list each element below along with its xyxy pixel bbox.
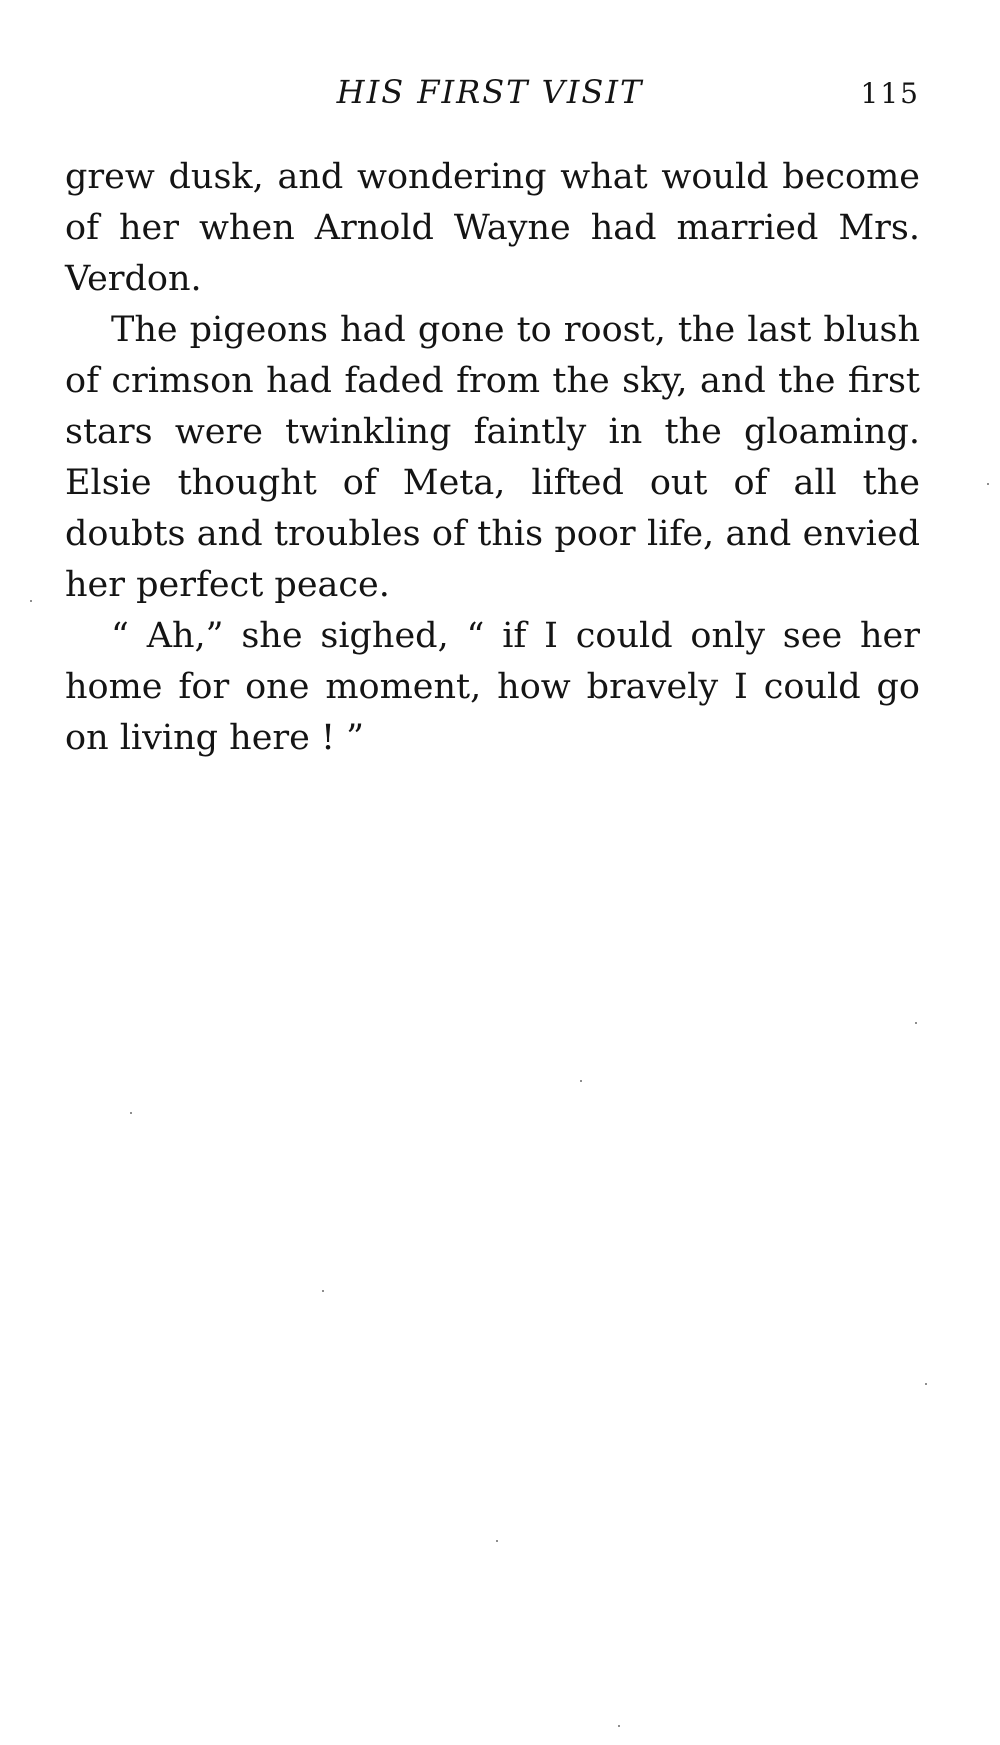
text-line: on living here ! ”	[65, 718, 365, 758]
scan-speck	[915, 1022, 917, 1024]
scan-speck	[496, 1540, 498, 1542]
paragraph-1	[65, 152, 920, 305]
text-line: doubts and troubles of this poor life, and envied	[65, 514, 920, 554]
scan-speck	[925, 1383, 927, 1385]
text-line: home for one moment, how bravely I could go	[65, 667, 920, 707]
scan-speck	[322, 1290, 324, 1292]
text-line: Elsie thought of Meta, lifted out of all the	[65, 463, 920, 503]
text-line: of crimson had faded from the sky, and the first	[65, 361, 920, 401]
scan-speck	[618, 1725, 620, 1727]
paragraph-3	[65, 611, 920, 764]
text-line: “ Ah,” she sighed, “ if I could only see her	[111, 616, 920, 656]
text-line: her perfect peace.	[65, 565, 390, 605]
text-line: of her when Arnold Wayne had married Mrs.	[65, 208, 920, 248]
running-title: HIS FIRST VISIT	[336, 73, 644, 111]
scan-speck	[130, 1112, 132, 1114]
scan-speck	[580, 1080, 582, 1082]
text-line: The pigeons had gone to roost, the last blush	[111, 310, 920, 350]
text-line: Verdon.	[65, 259, 202, 299]
paragraph-2	[65, 305, 920, 611]
scan-speck	[987, 483, 989, 485]
running-head	[60, 70, 920, 114]
scan-speck	[30, 600, 32, 602]
text-line: grew dusk, and wondering what would become	[65, 157, 920, 197]
text-line: stars were twinkling faintly in the gloaming.	[65, 412, 920, 452]
body-text	[65, 152, 920, 764]
page-number: 115	[860, 77, 920, 110]
